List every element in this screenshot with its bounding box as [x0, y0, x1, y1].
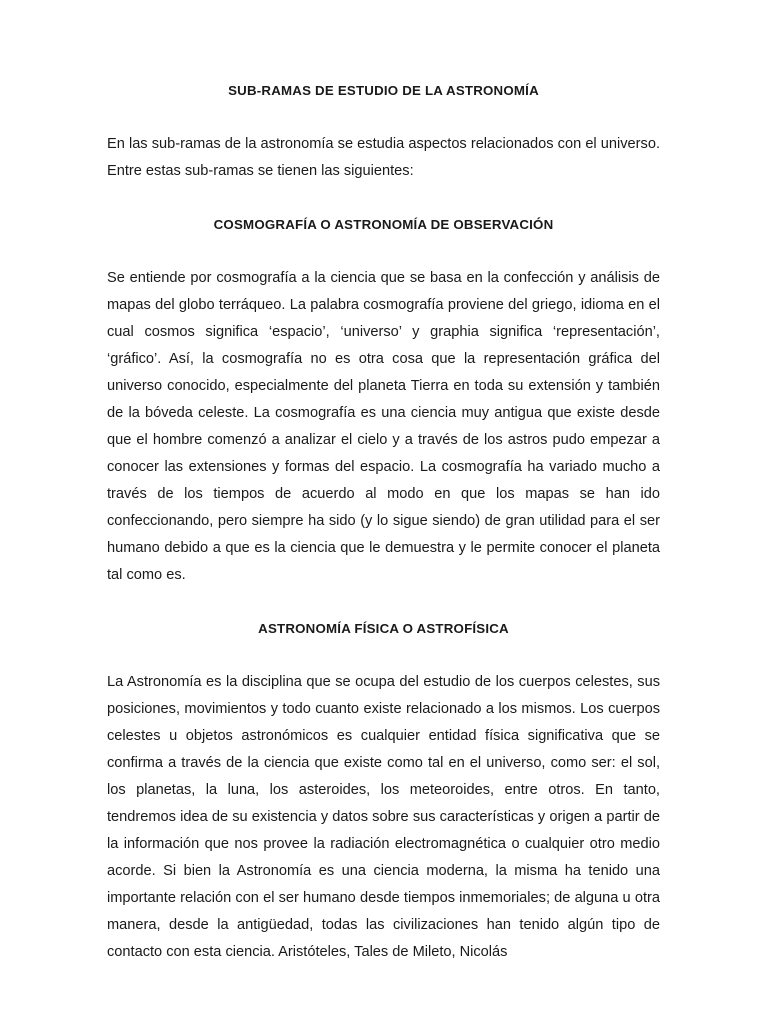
section-heading-cosmografia: COSMOGRAFÍA O ASTRONOMÍA DE OBSERVACIÓN [213, 217, 554, 232]
section-heading-astrofisica: ASTRONOMÍA FÍSICA O ASTROFÍSICA [258, 621, 509, 636]
intro-paragraph: En las sub-ramas de la astronomía se estudia aspectos relacionados con el universo. Entre estas sub-ramas se tienen las siguientes: [107, 136, 660, 179]
section-body-astrofisica: La Astronomía es la disciplina que se ocupa del estudio de los cuerpos celestes, sus posiciones, movimientos y todo cuanto existe relacionado a los mismos. Los cuerpos celestes u objetos astronómicos es cualquier entidad física significativa que se confirma a través de la ciencia que existe como tal en el universo, como ser: el sol, los planetas, la luna, los asteroides, los meteoroides, entre otros. En tanto, tendremos idea de su existencia y datos sobre sus características y origen a partir de la información que nos provee la radiación electromagnética o cualquier otro medio acorde. Si bien la Astronomía es una ciencia moderna, la misma ha tenido una importante relación con el ser humano desde tiempos inmemoriales; de alguna u otra manera, desde la antigüedad, todas las civilizaciones han tenido algún tipo de contacto con esta ciencia. Aristóteles, Tales de Mileto, Nicolás [107, 674, 660, 960]
document-title: SUB-RAMAS DE ESTUDIO DE LA ASTRONOMÍA [228, 83, 539, 98]
document-content [107, 78, 660, 966]
section-body-cosmografia: Se entiende por cosmografía a la ciencia que se basa en la confección y análisis de mapas del globo terráqueo. La palabra cosmografía proviene del griego, idioma en el cual cosmos significa ‘espacio’, ‘universo’ y graphia significa ‘representación’, ‘gráfico’. Así, la cosmografía no es otra cosa que la representación gráfica del universo conocido, especialmente del planeta Tierra en toda su extensión y también de la bóveda celeste. La cosmografía es una ciencia muy antigua que existe desde que el hombre comenzó a analizar el cielo y a través de los astros pudo empezar a conocer las extensiones y formas del espacio. La cosmografía ha variado mucho a través de los tiempos de acuerdo al modo en que los mapas se han ido confeccionando, pero siempre ha sido (y lo sigue siendo) de gran utilidad para el ser humano debido a que es la ciencia que le demuestra y le permite conocer el planeta tal como es. [107, 270, 660, 583]
